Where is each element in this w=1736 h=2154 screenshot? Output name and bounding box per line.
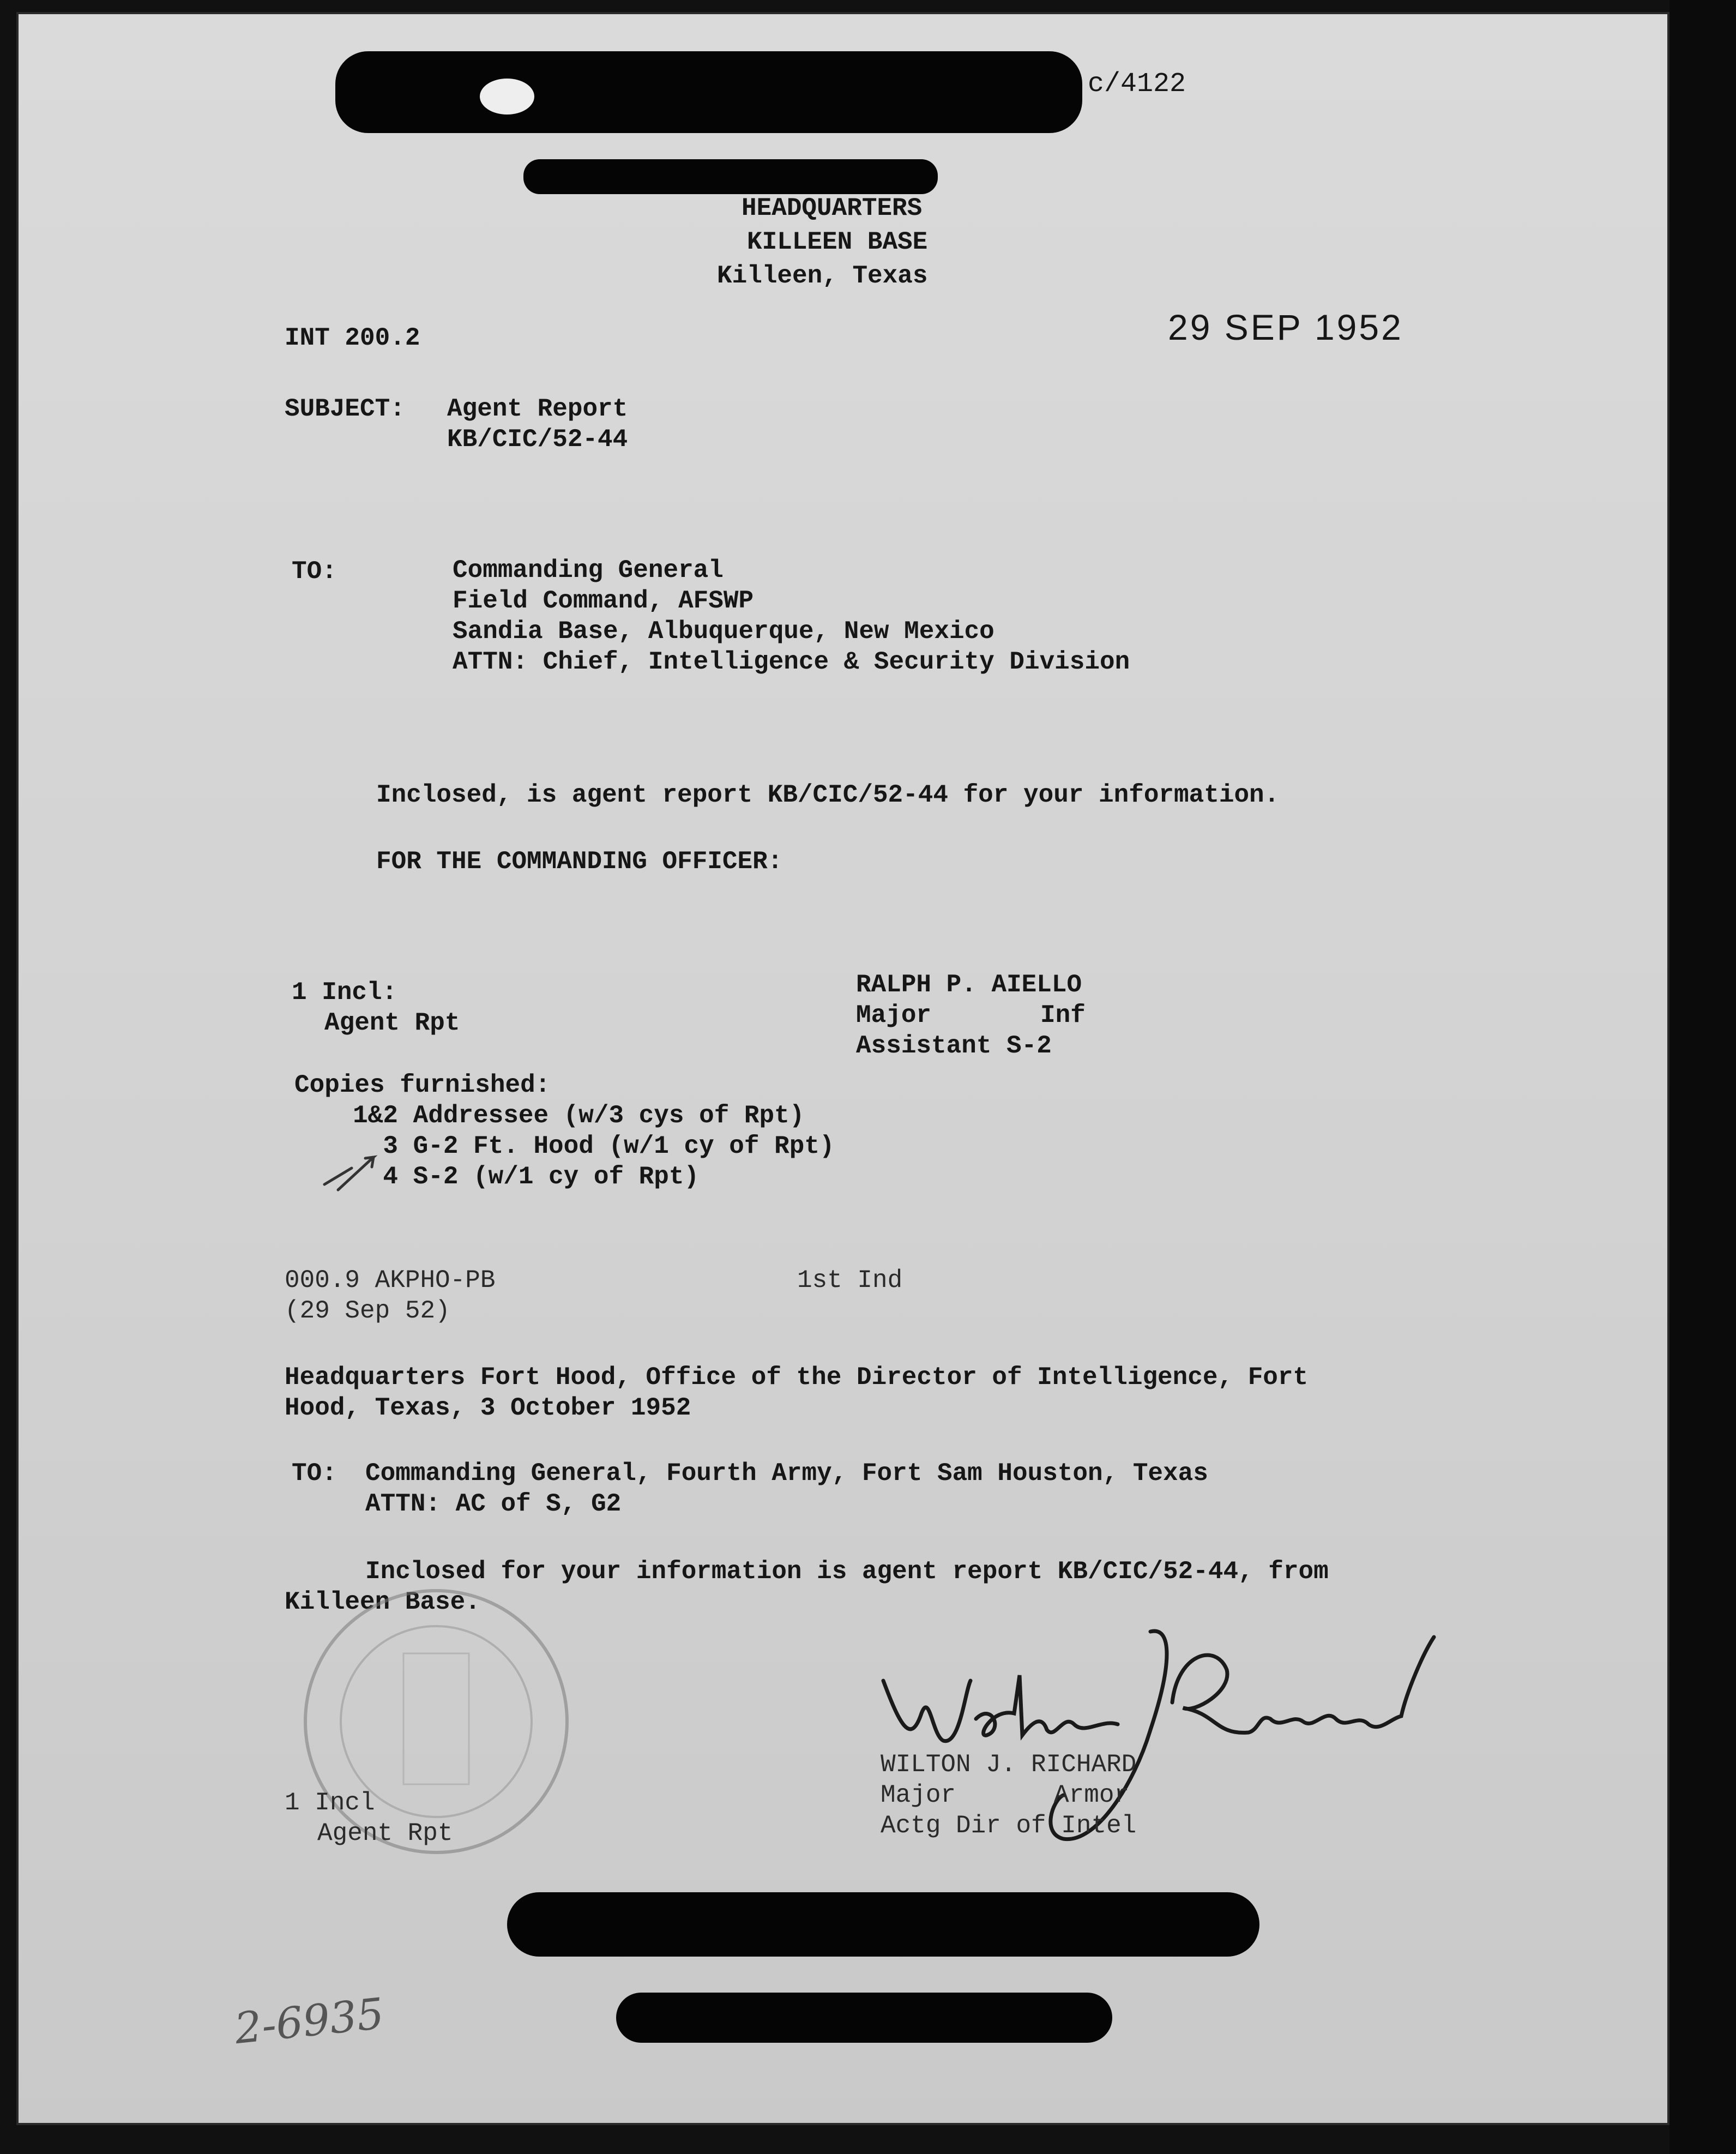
ind-signer-branch: Armor xyxy=(1054,1781,1130,1809)
signer-rank-branch xyxy=(856,1000,1086,1031)
to-line: Commanding General xyxy=(453,556,724,585)
date-stamp: 29 SEP 1952 xyxy=(1168,307,1403,347)
copy-item xyxy=(324,1162,835,1192)
ind-signer-block xyxy=(881,1749,1136,1841)
ind-signer-rank-branch xyxy=(881,1780,1136,1810)
closing-text: FOR THE COMMANDING OFFICER: xyxy=(376,847,783,876)
subject-line-1: Agent Report xyxy=(447,395,628,423)
copy-text: Addressee (w/3 cys of Rpt) xyxy=(413,1102,805,1130)
ind-from-line-1: Headquarters Fort Hood, Office of the Director of Intelligence, Fort xyxy=(285,1363,1309,1392)
to-line: Sandia Base, Albuquerque, New Mexico xyxy=(453,617,994,646)
subject-value xyxy=(447,394,628,455)
file-reference: c/4122 xyxy=(1088,69,1186,100)
to-line: ATTN: Chief, Intelligence & Security Division xyxy=(453,648,1130,676)
ind-to-line-1: Commanding General, Fourth Army, Fort Sam Houston, Texas xyxy=(365,1459,1208,1488)
copy-text: S-2 (w/1 cy of Rpt) xyxy=(413,1163,700,1191)
redaction-bar-top xyxy=(335,51,1082,133)
subject-label: SUBJECT: xyxy=(285,395,405,423)
indorsement-from xyxy=(285,1362,1308,1423)
inclosure-desc: Agent Rpt xyxy=(324,1009,460,1037)
ind-incl-count: 1 Incl xyxy=(285,1789,375,1817)
ind-ref-line-2: (29 Sep 52) xyxy=(285,1297,450,1325)
to-address xyxy=(453,555,1130,677)
signer-title: Assistant S-2 xyxy=(856,1032,1052,1060)
ind-from-line-2: Hood, Texas, 3 October 1952 xyxy=(285,1394,691,1422)
ind-body-line-1: Inclosed for your information is agent report KB/CIC/52-44, from xyxy=(365,1557,1329,1586)
heading-line-1: HEADQUARTERS xyxy=(742,194,923,222)
inclosure xyxy=(292,977,460,1038)
to-line: Field Command, AFSWP xyxy=(453,587,754,615)
signer-name: RALPH P. AIELLO xyxy=(856,971,1082,999)
inclosure-count: 1 Incl: xyxy=(292,978,397,1007)
copies-list xyxy=(324,1100,835,1192)
ind-ref-line-1: 000.9 AKPHO-PB xyxy=(285,1266,496,1295)
ind-signer-name: WILTON J. RICHARD xyxy=(881,1750,1137,1779)
signer-block xyxy=(856,970,1086,1061)
body-text: Inclosed, is agent report KB/CIC/52-44 for your information. xyxy=(376,781,1280,809)
ind-signer-rank: Major xyxy=(881,1781,956,1809)
subject-line-2: KB/CIC/52-44 xyxy=(447,425,628,454)
ind-incl-desc: Agent Rpt xyxy=(317,1819,453,1848)
scan-edge-shadow xyxy=(1669,0,1736,2154)
to-label: TO: xyxy=(292,557,337,586)
document-page xyxy=(16,12,1669,2125)
ind-signer-title: Actg Dir of Intel xyxy=(881,1812,1137,1840)
ind-inclosure xyxy=(285,1788,453,1849)
indorsement-number: 1st Ind xyxy=(797,1266,903,1295)
indorsement-ref xyxy=(285,1265,495,1326)
copy-number: 4 xyxy=(383,1163,398,1191)
signer-branch: Inf xyxy=(1040,1001,1086,1030)
copy-number: 3 xyxy=(383,1132,398,1160)
copy-item xyxy=(324,1100,835,1131)
copies-label: Copies furnished: xyxy=(294,1071,551,1099)
ind-body-line-2: Killeen Base. xyxy=(285,1588,480,1616)
signer-rank: Major xyxy=(856,1001,932,1030)
heading-line-2: KILLEEN BASE xyxy=(747,228,928,256)
redaction-bar-bottom-2 xyxy=(616,1993,1112,2043)
file-number: INT 200.2 xyxy=(285,324,420,352)
pen-check-mark xyxy=(322,1152,382,1195)
ind-to-label: TO: xyxy=(292,1459,337,1488)
ind-to-address xyxy=(365,1458,1208,1519)
redaction-bar-heading xyxy=(523,159,938,194)
copy-number: 1&2 xyxy=(353,1102,398,1130)
ind-to-line-2: ATTN: AC of S, G2 xyxy=(365,1490,622,1518)
copy-item xyxy=(324,1131,835,1162)
redaction-bar-bottom-1 xyxy=(507,1892,1259,1957)
copy-text: G-2 Ft. Hood (w/1 cy of Rpt) xyxy=(413,1132,835,1160)
heading-line-3: Killeen, Texas xyxy=(717,262,928,290)
handwritten-page-number: 2-6935 xyxy=(232,1989,387,2054)
punch-hole xyxy=(480,79,534,115)
